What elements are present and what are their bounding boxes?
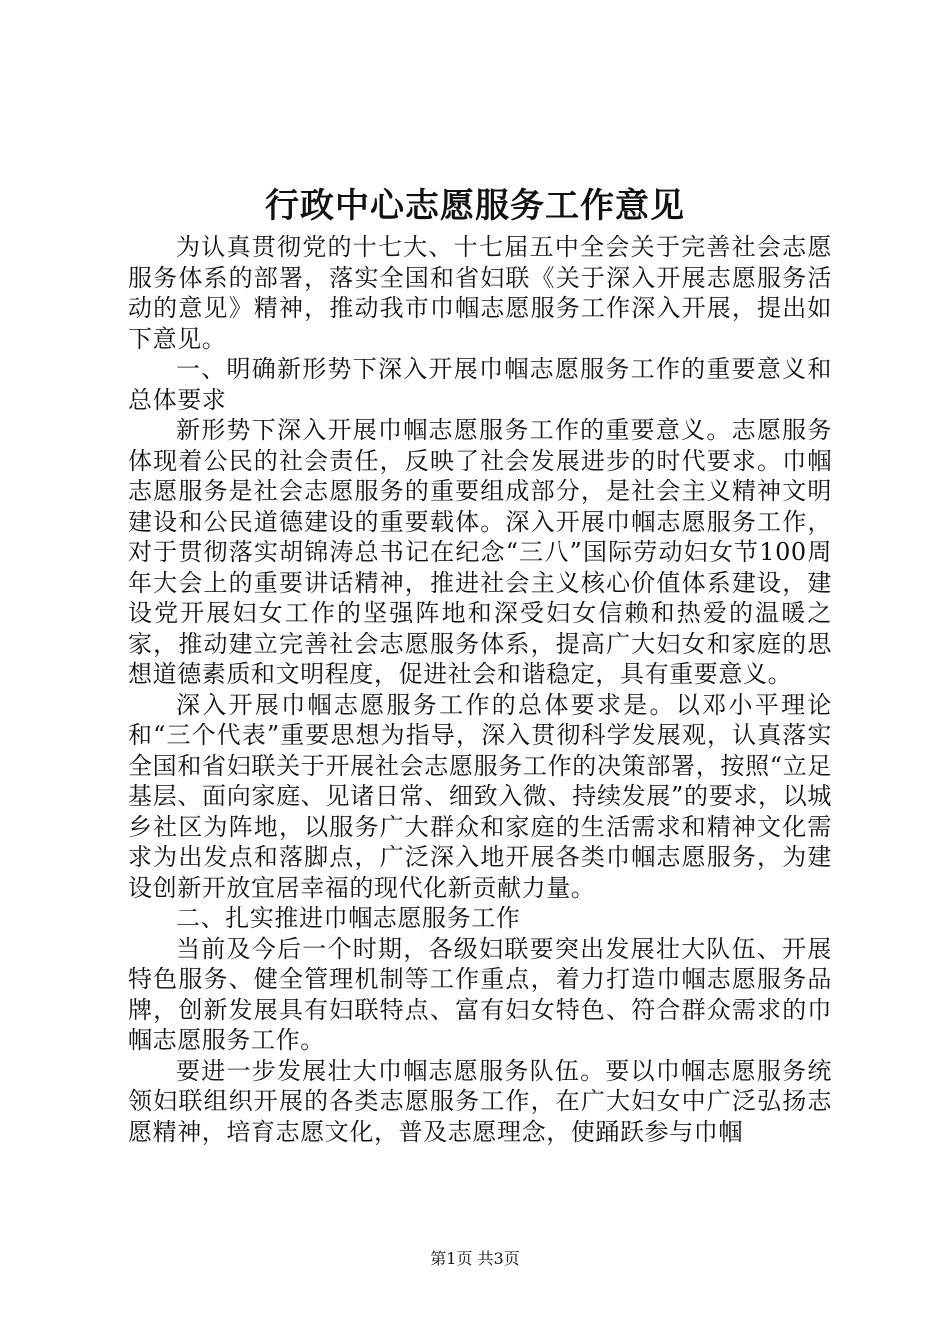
paragraph-current-period: 当前及今后一个时期，各级妇联要突出发展壮大队伍、开展特色服务、健全管理机制等工作重点，着力打造巾帼志愿服务品牌，创新发展具有妇联特点、富有妇女特色、符合群众需求的巾帼志愿服务工作。 [128,934,832,1054]
paragraph-team-building: 要进一步发展壮大巾帼志愿服务队伍。要以巾帼志愿服务统领妇联组织开展的各类志愿服务工作，在广大妇女中广泛弘扬志愿精神，培育志愿文化，普及志愿理念，使踊跃参与巾帼 [128,1056,832,1146]
document-body [128,232,832,1147]
paragraph-intro: 为认真贯彻党的十七大、十七届五中全会关于完善社会志愿服务体系的部署，落实全国和省妇联《关于深入开展志愿服务活动的意见》精神，推动我市巾帼志愿服务工作深入开展，提出如下意见。 [128,233,832,353]
paragraph-significance: 新形势下深入开展巾帼志愿服务工作的重要意义。志愿服务体现着公民的社会责任，反映了社会发展进步的时代要求。巾帼志愿服务是社会志愿服务的重要组成部分，是社会主义精神文明建设和公民道德建设的重要载体。深入开展巾帼志愿服务工作，对于贯彻落实胡锦涛总书记在纪念“三八”国际劳动妇女节100周年大会上的重要讲话精神，推进社会主义核心价值体系建设，建设党开展妇女工作的坚强阵地和深受妇女信赖和热爱的温暖之家，推动建立完善社会志愿服务体系，提高广大妇女和家庭的思想道德素质和文明程度，促进社会和谐稳定，具有重要意义。 [128,416,832,688]
document-title: 行政中心志愿服务工作意见 [265,186,685,226]
section-heading-1: 一、明确新形势下深入开展巾帼志愿服务工作的重要意义和总体要求 [128,355,832,414]
paragraph-requirements: 深入开展巾帼志愿服务工作的总体要求是。以邓小平理论和“三个代表”重要思想为指导，深入贯彻科学发展观，认真落实全国和省妇联关于开展社会志愿服务工作的决策部署，按照“立足基层、面向家庭、见诸日常、细致入微、持续发展”的要求，以城乡社区为阵地，以服务广大群众和家庭的生活需求和精神文化需求为出发点和落脚点，广泛深入地开展各类巾帼志愿服务，为建设创新开放宜居幸福的现代化新贡献力量。 [128,690,832,902]
section-heading-2: 二、扎实推进巾帼志愿服务工作 [176,904,521,932]
page-number: 第1页 共3页 [430,1249,520,1268]
